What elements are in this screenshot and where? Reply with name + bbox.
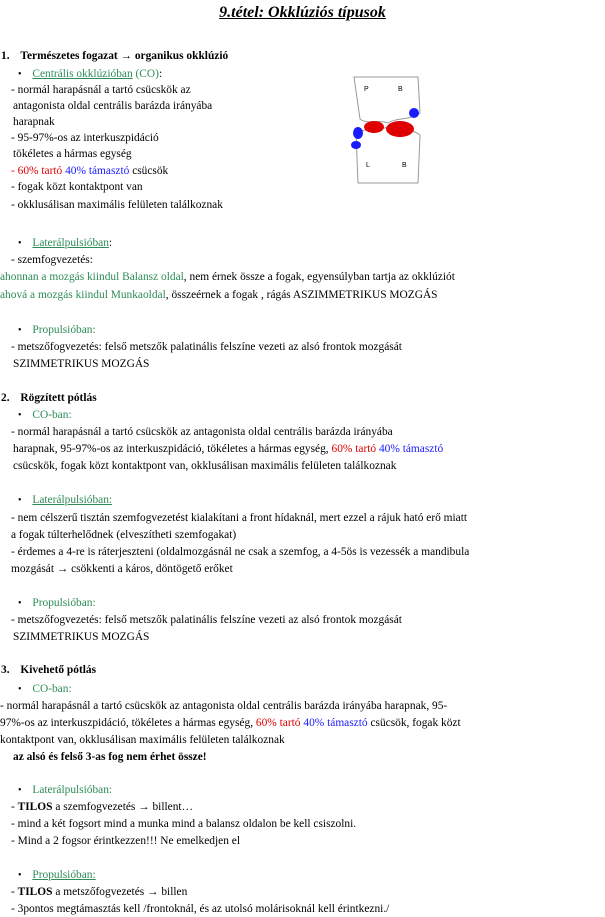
s1-pro-line-1: - metszőfogvezetés: felső metszők palatinális felszíne vezeti az alsó frontok mozgását — [11, 341, 402, 353]
s1-co-red-text: - 60% tartó — [11, 165, 63, 177]
s2-pro-label: Propulsióban: — [32, 597, 96, 609]
s1-lat-line-2-rest: , nem érnek össze a fogak, egyensúlyban tartja az okklúziót — [183, 271, 455, 283]
s3-pro-line-2: - 3pontos megtámasztás kell /frontoknál, és az utolsó molárisoknál kell érintkezni./ — [11, 903, 390, 915]
s3-lat-tilos: TILOS — [17, 801, 53, 813]
s2-co-line-3: csücskök, fogak közt kontaktpont van, okklusálisan maximális felületen találkoznak — [13, 460, 397, 472]
s3-lat-dash: - — [11, 801, 15, 813]
section-2-heading — [1, 390, 97, 406]
s3-co-line-1: - normál harapásnál a tartó csücskök az antagonista oldal centrális barázda irányába harapnak, 95- — [0, 700, 448, 712]
blue-contact-left-lower — [351, 141, 361, 149]
s3-co-line-2-a: 97%-os az interkuszpidáció, tökéletes a hármas egység, — [0, 717, 254, 729]
s1-co-label: Centrális okklúzióban — [32, 68, 133, 80]
s3-pro-line-1-a: a metszőfogvezetés — [55, 886, 145, 898]
s1-co-line-3: harapnak — [13, 116, 55, 128]
s1-co-line-5: tökéletes a hármas egység — [13, 148, 132, 160]
s1-pro-label: Propulsióban: — [32, 324, 96, 336]
section-1-heading-a: Természetes fogazat — [20, 50, 118, 62]
s3-co-item — [18, 681, 72, 698]
s3-co-blue-text: 40% támasztó — [303, 717, 368, 729]
s1-co-line-8: - okklusálisan maximális felületen találkoznak — [11, 199, 223, 211]
s1-lat-line-3-rest: , összeérnek a fogak , rágás ASZIMMETRIKUS MOZGÁS — [165, 289, 438, 301]
red-contact-right — [386, 121, 414, 137]
s1-co-line-2: antagonista oldal centrális barázda irányába — [13, 100, 213, 112]
s2-lat-line-2: a fogak túlterhelődnek (elveszítheti szemfogakat) — [11, 529, 237, 541]
s3-lat-item — [18, 782, 112, 799]
section-1-number: 1. — [1, 50, 10, 62]
diagram-label-l: L — [366, 162, 370, 169]
s2-lat-line-1: - nem célszerű tisztán szemfogvezetést kialakítani a front hídaknál, mert ezzel a rájuk ható erő miatt — [11, 512, 468, 524]
s1-lat-line-1: - szemfogvezetés: — [11, 254, 93, 266]
section-3-number: 3. — [1, 664, 10, 676]
s2-lat-item — [18, 492, 112, 509]
s1-co-line-6 — [11, 163, 168, 179]
s2-pro-line-2: SZIMMETRIKUS MOZGÁS — [13, 631, 150, 643]
s1-lat-munka: ahová a mozgás kiindul Munkaoldal — [0, 289, 166, 301]
section-1-heading-b: organikus okklúzió — [134, 50, 229, 62]
s2-pro-item — [18, 595, 96, 612]
bullet-icon: • — [18, 238, 22, 249]
s2-lat-line-4 — [11, 561, 233, 577]
s1-co-colon: : — [158, 68, 163, 80]
s1-pro-item — [18, 322, 96, 339]
page-title: 9.tétel: Okklúziós típusok — [219, 4, 386, 21]
s1-co-line-1: - normál harapásnál a tartó csücskök az — [11, 84, 191, 96]
arrow-icon: → — [56, 563, 69, 575]
s3-lat-line-1-a: a szemfogvezetés — [55, 801, 136, 813]
s1-co-blue-text: 40% támasztó — [65, 165, 130, 177]
bullet-icon: • — [18, 495, 22, 506]
s3-lat-line-2: - mind a két fogsort mind a munka mind a balansz oldalon be kell csiszolni. — [11, 818, 357, 830]
s3-pro-line-1 — [11, 884, 187, 900]
s3-co-line-3: kontaktpont van, okklusálisan maximális felületen találkoznak — [0, 734, 285, 746]
s3-lat-label: Laterálpulsióban: — [32, 784, 113, 796]
bullet-icon: • — [18, 325, 22, 336]
s3-pro-line-1-b: billen — [161, 886, 188, 898]
bullet-icon: • — [18, 69, 22, 80]
section-2-number: 2. — [1, 392, 10, 404]
s2-co-line-2-a: harapnak, 95-97%-os az interkuszpidáció, tökéletes a hármas egység, — [13, 443, 329, 455]
arrow-icon: → — [138, 801, 150, 813]
bullet-icon: • — [18, 870, 22, 881]
s1-lat-label: Laterálpulsióban — [32, 237, 109, 249]
s3-co-warning: az alsó és felső 3-as fog nem érhet össze! — [13, 751, 207, 763]
bullet-icon: • — [18, 410, 22, 421]
s1-lat-line-3 — [0, 287, 438, 303]
lower-tooth-outline — [356, 127, 420, 183]
bullet-icon: • — [18, 785, 22, 796]
s3-lat-line-1-b: billent… — [152, 801, 193, 813]
occlusion-diagram — [348, 73, 428, 185]
diagram-label-b-bottom: B — [402, 162, 407, 169]
s2-co-red-text: 60% tartó — [331, 443, 377, 455]
s3-co-line-2 — [0, 715, 461, 731]
s1-co-line-7: - fogak közt kontaktpont van — [11, 181, 143, 193]
s3-pro-dash: - — [11, 886, 15, 898]
s2-co-item — [18, 407, 72, 424]
section-2-heading-text: Rögzített pótlás — [20, 392, 97, 404]
s3-lat-line-3: - Mind a 2 fogsor érintkezzen!!! Ne emelkedjen el — [11, 835, 240, 847]
s2-lat-line-3: - érdemes a 4-re is ráterjeszteni (oldalmozgásnál ne csak a szemfog, a 4-5ös is vezessék a mandibula — [11, 546, 470, 558]
s3-pro-tilos: TILOS — [17, 886, 53, 898]
s3-co-line-2-rest: csücsök, fogak közt — [370, 717, 461, 729]
s1-lat-item — [18, 235, 112, 252]
red-contact-left — [364, 121, 384, 133]
s1-co-line-4: - 95-97%-os az interkuszpidáció — [11, 132, 159, 144]
s2-co-line-1: - normál harapásnál a tartó csücskök az antagonista oldal centrális barázda irányába — [11, 426, 393, 438]
section-3-heading — [1, 662, 96, 678]
s2-lat-line-4-b: csökkenti a káros, döntögető erőket — [71, 563, 233, 575]
s2-co-line-2 — [13, 441, 443, 457]
s2-co-label: CO-ban: — [32, 409, 72, 421]
s3-lat-line-1 — [11, 799, 193, 815]
bullet-icon: • — [18, 598, 22, 609]
s3-co-red-text: 60% tartó — [255, 717, 301, 729]
arrow-icon: → — [147, 886, 159, 898]
s1-lat-line-2 — [0, 269, 455, 285]
blue-contact-left-upper — [353, 127, 363, 139]
diagram-label-b-top: B — [398, 86, 403, 93]
arrow-icon: → — [120, 50, 132, 62]
s1-lat-balansz: ahonnan a mozgás kiindul Balansz oldal — [0, 271, 184, 283]
s2-co-blue-text: 40% támasztó — [378, 443, 444, 455]
s1-co-paren: (CO) — [135, 68, 159, 80]
s1-co-item — [18, 66, 162, 83]
s3-pro-item — [18, 867, 96, 884]
s3-pro-label: Propulsióban: — [32, 869, 96, 881]
s1-lat-colon: : — [108, 237, 113, 249]
s2-lat-line-4-a: mozgását — [11, 563, 55, 575]
section-1-heading — [1, 48, 228, 64]
s1-pro-line-2: SZIMMETRIKUS MOZGÁS — [13, 358, 150, 370]
bullet-icon: • — [18, 684, 22, 695]
blue-contact-right — [409, 108, 419, 118]
s2-lat-label: Laterálpulsióban: — [32, 494, 113, 506]
section-3-heading-text: Kivehető pótlás — [20, 664, 97, 676]
diagram-label-p: P — [364, 86, 369, 93]
s2-pro-line-1: - metszőfogvezetés: felső metszők palatinális felszíne vezeti az alsó frontok mozgását — [11, 614, 402, 626]
s3-co-label: CO-ban: — [32, 683, 72, 695]
s1-co-rest-text: csücsök — [132, 165, 169, 177]
